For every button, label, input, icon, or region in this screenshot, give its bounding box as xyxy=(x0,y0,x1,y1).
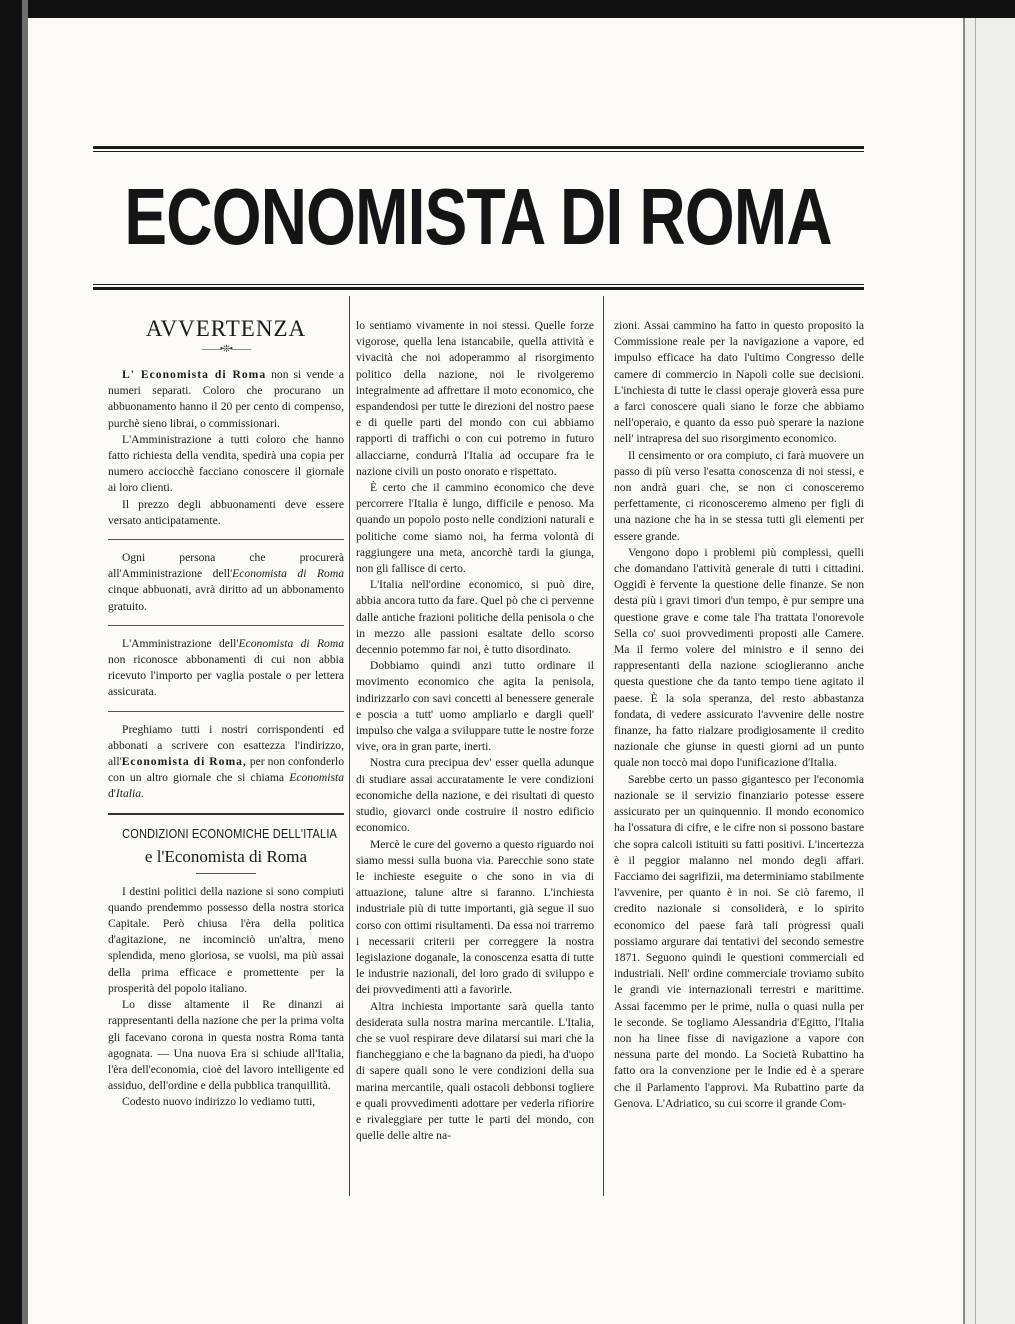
article-paragraph: Il censimento or ora compiuto, ci farà muovere un passo di più verso l'esatta conoscenza di noi stessi, e non andrà guari che, se non ci conosceremo perfettamente, ci riconosceremo almeno per figli di una nazione che ha in se stessa tutti gli elementi per essere grande. xyxy=(614,448,864,543)
article-paragraph: L'Italia nell'ordine economico, si può dire, abbia ancora tutto da fare. Quel pò che ci pervenne dalle antiche frazioni politiche della penisola o che in mezzo alle passioni esaltate dello scorso decennio potemmo far noi, è tutto disordinato. xyxy=(356,578,594,657)
notice-separator xyxy=(108,711,344,712)
article-paragraph: Sarebbe certo un passo gigantesco per l'economia nazionale se il servizio finanziario potesse essere assicurato per un quinquennio. Il mondo economico ha l'ossatura di cifre, e le cifre non si possono bastare che sopra calcoli istituiti su fatti positivi. L'incertezza è il peggior malanno nel mondo degli affari. Facciamo dei sagrifizii, ma determiniamo stabilmente l'avvenire, per quanto è in noi. Se ciò faremo, il credito nazionale si consoliderà, e lo spirito economico del paese farà tali progressi quali possiamo argurare dai tentativi del secondo semestre 1871. Seguono quindi le questioni commerciali ed industriali. Nell' ordine commerciale troviamo subito le grandi vie internazionali terrestri e marittime. Assai facemmo per le prime, nulla o quasi nulla per le seconde. Se togliamo Alessandria d'Egitto, l'Italia non ha linee fisse di navigazione a vapore con nessuna parte del mondo. La Società Rubattino ha fatto ora la convenzione per le Indie ed è a sperare che il Parlamento l'approvi. Ma Rubattino parte da Genova. L'Adriatico, su cui scorre il grande Com- xyxy=(614,772,864,1110)
article-paragraph: È certo che il cammino economico che deve percorrere l'Italia è lungo, difficile e penoso. Ma quando un popolo posto nelle condizioni naturali e politiche come siamo noi, ha ferma volontà di raggiungere una meta, ancorchè tardi la giunga, non gli fallisce di certo. xyxy=(356,481,594,576)
brand-name: L' Economista di Roma xyxy=(122,368,267,381)
notice-ornament: ——•❊•—— xyxy=(201,344,251,355)
page-edge-line-2 xyxy=(975,18,976,1324)
masthead-rule-top xyxy=(93,146,864,149)
notice-paragraph: L'Amministrazione a tutti coloro che hanno fatto richiesta della vendita, spedirà una copia per numero acciocchè facciano conoscere il giornale ai loro clienti. xyxy=(108,432,344,495)
article-paragraph: Nostra cura precipua dev' esser quella adunque di studiare assai accuratamente le vere condizioni economiche della nazione, e dei risultati di questo studio, giovarci onde costruire il nostro edificio economico. xyxy=(356,756,594,835)
notice-paragraph: Ogni persona che procurerà all'Amministrazione dell'Economista di Roma cinque abbuonati, avrà diritto ad un abbonamento gratuito. xyxy=(108,551,344,613)
notice-paragraph: L' Economista di Roma non si vende a numeri separati. Coloro che procurano un abbuonamento hanno il 20 per cento di compenso, purchè sieno librai, o commissionari. xyxy=(108,368,344,430)
article-paragraph: Lo disse altamente il Re dinanzi ai rappresentanti della nazione che per la prima volta gli facevano corona in questa nostra Roma tanta agognata. — Una nuova Era si schiude all'Italia, l'èra dell'economia, cioè del lavoro intelligente ed assiduo, dell'ordine e della pubblica tranquillità. xyxy=(108,998,344,1093)
article-title: CONDIZIONI ECONOMICHE DELL'ITALIA xyxy=(122,826,338,841)
column-2 xyxy=(356,318,594,1218)
column-3 xyxy=(614,318,864,1218)
notice-paragraph: L'Amministrazione dell'Economista di Roma non riconosce abbonamenti di cui non abbia ricevuto l'importo per vaglia postale o per lettera assicurata. xyxy=(108,636,344,699)
brand-name: Economista di Roma, xyxy=(121,755,247,769)
article-paragraph: Codesto nuovo indirizzo lo vediamo tutti, xyxy=(122,1095,316,1109)
article-paragraph: Mercè le cure del governo a questo riguardo noi siamo messi sulla buona via. Parecchie sono state le inchieste eseguite o che sono in via di attuazione, talune altre si faranno. L'inchiesta industriale più di tutte importanti, già segue il suo corso con ottimi risultamenti. Da essa noi trarremo i necessarii criterii per correggere la nostra legislazione doganale, la conoscenza esatta di tutte le industrie nazionali, del loro grado di sviluppo e dei provvedimenti atti a favorirle. xyxy=(356,837,594,997)
page-edge-right xyxy=(963,18,1015,1324)
notice-paragraph: Il prezzo degli abbuonamenti deve essere versato anticipatamente. xyxy=(108,497,344,527)
masthead-title: ECONOMISTA DI ROMA xyxy=(124,172,833,261)
article-subtitle: e l'Economista di Roma xyxy=(144,846,308,866)
notice-paragraph: Preghiamo tutti i nostri corrispondenti ed abbonati a scrivere con esattezza l'indirizzo, all'Economista di Roma, per non confonderlo con un altro giornale che si chiama Economista d'Italia. xyxy=(108,722,344,801)
scan-border-left-shadow xyxy=(22,0,28,1324)
article-title-rule xyxy=(196,873,256,874)
section-separator xyxy=(108,813,344,815)
masthead xyxy=(93,150,864,284)
page-edge-line xyxy=(963,18,965,1324)
column-divider-1 xyxy=(349,296,350,1196)
article-paragraph: lo sentiamo vivamente in noi stessi. Quelle forze vigorose, quella lena istancabile, quella attività e vivacità che noi adoperammo al risorgimento politico della nazione, noi le rivolgeremo integralmente ad affrettare il moto economico, che espandendosi per tutte le direzioni del nostro paese e di quelle parti del mondo con cui abbiamo rapporti di traffichi o con cui potremo in futuro allacciarne, condurrà l'Italia ad occupare fra le nazione civili un posto onorato e rispettato. xyxy=(356,319,594,478)
notice-heading: AVVERTENZA xyxy=(145,316,307,341)
column-1 xyxy=(108,316,344,1216)
notice-separator xyxy=(108,625,344,626)
masthead-rule-bottom xyxy=(93,287,864,290)
article-paragraph: zioni. Assai cammino ha fatto in questo proposito la Commissione reale per la navigazione a vapore, ed impulso efficace ha dato l'ultimo Congresso delle camere di commercio in Napoli colle sue decisioni. L'inchiesta di tutte le classi operaje gioverà essa pure a farci conoscere quali siano le forze che abbiamo nell'operaio, e quanto da esso può sperare la nazione nell' intrapresa del suo risorgimento economico. xyxy=(614,319,864,446)
scan-border-left xyxy=(0,0,22,1324)
scan-border-top xyxy=(0,0,1015,18)
article-paragraph: I destini politici della nazione si sono compiuti quando prendemmo possesso della nostra storica Capitale. Però chiusa l'èra della politica d'agitazione, ne incominciò un'altra, meno splendida, meno gloriosa, se vuolsi, ma più assai della prima efficace e promettente per la prosperità del popolo italiano. xyxy=(108,884,344,995)
article-paragraph: Vengono dopo i problemi più complessi, quelli che domandano l'attività generale di tutti i cittadini. Oggidì è fervente la questione delle finanze. Se non desta più i gravi timori d'un tempo, è pur sempre una questione grave e come tale l'ha trattata l'onorevole Sella co' suoi provvedimenti proposti alle Camere. Ma il fermo volere del ministro e il senno dei rappresentanti della nazione scioglieranno anche questa questione che da tanto tempo tiene agitato il paese. È la sola speranza, del resto abbastanza fondata, di vedere assicurato l'avvenire delle nostre finanze, ha fatto rialzare prodigiosamente il credito nazionale che giunse in questi giorni ad un punto quale non toccò mai dopo l'unificazione d'Italia. xyxy=(614,545,864,770)
notice-separator xyxy=(108,539,344,540)
column-divider-2 xyxy=(603,296,604,1196)
masthead-rule-bottom-thin xyxy=(93,284,864,285)
article-paragraph: Dobbiamo quindi anzi tutto ordinare il movimento economico che agita la penisola, indirizzarlo con savi concetti al benessere generale e poscia a tutt' uomo ampliarlo e dargli quell' impulso che valga a sviluppare tutte le nostre forze vive, ora in gran parte, inerti. xyxy=(356,659,594,754)
article-paragraph: Altra inchiesta importante sarà quella tanto desiderata sulla nostra marina mercantile. L'Italia, che se vuol respirare deve dilatarsi sui mari che la fiancheggiano e che la bagnano da piedi, ha d'uopo di sapere quali sono le vere condizioni della sua marina mercantile, quali ostacoli debbonsi togliere e quali provvedimenti adottare per vederla rifiorire e rivaleggiare per tutte le parti del mondo, con quelle delle altre na- xyxy=(356,999,594,1143)
